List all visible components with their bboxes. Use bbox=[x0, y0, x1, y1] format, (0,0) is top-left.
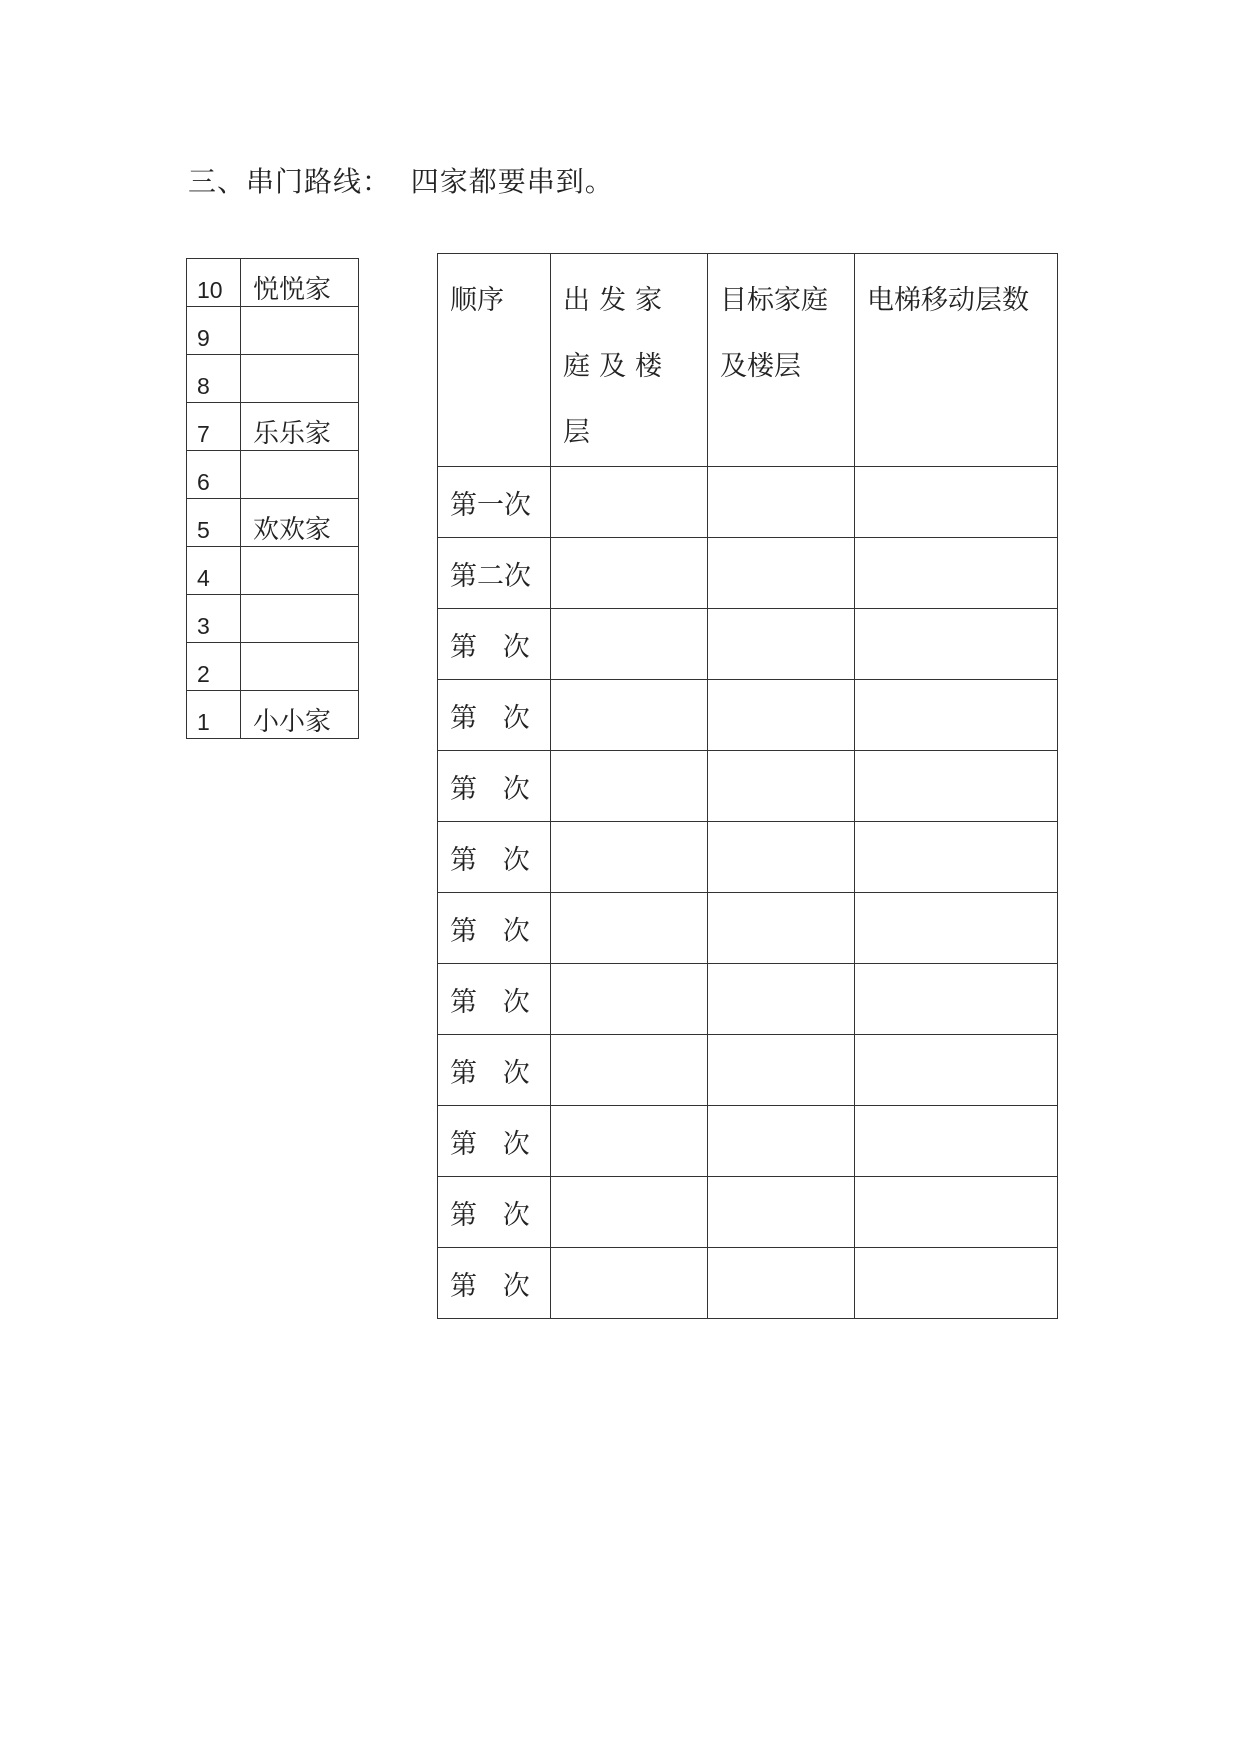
route-order: 第 次 bbox=[438, 1248, 551, 1319]
floor-family bbox=[241, 643, 359, 691]
route-row bbox=[438, 1177, 1058, 1248]
floor-family: 小小家 bbox=[241, 691, 359, 739]
route-order: 第 次 bbox=[438, 1177, 551, 1248]
target-cell[interactable] bbox=[708, 822, 855, 893]
target-cell[interactable] bbox=[708, 538, 855, 609]
floor-family: 悦悦家 bbox=[241, 259, 359, 307]
target-cell[interactable] bbox=[708, 1035, 855, 1106]
floor-family bbox=[241, 355, 359, 403]
floor-family bbox=[241, 595, 359, 643]
floor-row bbox=[187, 403, 359, 451]
header-target: 目标家庭及楼层 bbox=[708, 254, 855, 467]
header-floors-moved: 电梯移动层数 bbox=[855, 254, 1058, 467]
route-row bbox=[438, 822, 1058, 893]
target-cell[interactable] bbox=[708, 467, 855, 538]
route-row bbox=[438, 893, 1058, 964]
route-order: 第 次 bbox=[438, 1035, 551, 1106]
floor-number: 7 bbox=[187, 403, 241, 451]
target-cell[interactable] bbox=[708, 1248, 855, 1319]
floor-number: 4 bbox=[187, 547, 241, 595]
route-order: 第 次 bbox=[438, 1106, 551, 1177]
floor-row bbox=[187, 355, 359, 403]
floor-number: 3 bbox=[187, 595, 241, 643]
route-table bbox=[437, 253, 1058, 1319]
floors-moved-cell[interactable] bbox=[855, 1035, 1058, 1106]
floor-number: 5 bbox=[187, 499, 241, 547]
route-order: 第 次 bbox=[438, 680, 551, 751]
floor-row bbox=[187, 547, 359, 595]
route-row bbox=[438, 538, 1058, 609]
floor-number: 2 bbox=[187, 643, 241, 691]
floor-number: 8 bbox=[187, 355, 241, 403]
floor-number: 6 bbox=[187, 451, 241, 499]
floors-moved-cell[interactable] bbox=[855, 822, 1058, 893]
floor-family bbox=[241, 307, 359, 355]
floor-row bbox=[187, 451, 359, 499]
floors-moved-cell[interactable] bbox=[855, 964, 1058, 1035]
target-cell[interactable] bbox=[708, 893, 855, 964]
floors-moved-cell[interactable] bbox=[855, 538, 1058, 609]
start-cell[interactable] bbox=[551, 964, 708, 1035]
floors-moved-cell[interactable] bbox=[855, 467, 1058, 538]
floor-row bbox=[187, 691, 359, 739]
route-row bbox=[438, 680, 1058, 751]
route-row bbox=[438, 1035, 1058, 1106]
floor-family: 乐乐家 bbox=[241, 403, 359, 451]
floor-number: 9 bbox=[187, 307, 241, 355]
start-cell[interactable] bbox=[551, 467, 708, 538]
target-cell[interactable] bbox=[708, 751, 855, 822]
floor-number: 10 bbox=[187, 259, 241, 307]
route-row bbox=[438, 467, 1058, 538]
target-cell[interactable] bbox=[708, 680, 855, 751]
floor-family bbox=[241, 451, 359, 499]
floor-row bbox=[187, 307, 359, 355]
route-row bbox=[438, 751, 1058, 822]
start-cell[interactable] bbox=[551, 751, 708, 822]
route-order: 第 次 bbox=[438, 751, 551, 822]
floors-moved-cell[interactable] bbox=[855, 893, 1058, 964]
start-cell[interactable] bbox=[551, 609, 708, 680]
route-order: 第一次 bbox=[438, 467, 551, 538]
start-cell[interactable] bbox=[551, 1106, 708, 1177]
route-row bbox=[438, 964, 1058, 1035]
route-row bbox=[438, 609, 1058, 680]
route-order: 第 次 bbox=[438, 822, 551, 893]
floor-row bbox=[187, 259, 359, 307]
floor-number: 1 bbox=[187, 691, 241, 739]
floors-moved-cell[interactable] bbox=[855, 751, 1058, 822]
start-cell[interactable] bbox=[551, 680, 708, 751]
page-title: 三、串门路线： 四家都要串到。 bbox=[188, 165, 614, 198]
floors-moved-cell[interactable] bbox=[855, 1177, 1058, 1248]
target-cell[interactable] bbox=[708, 1106, 855, 1177]
start-cell[interactable] bbox=[551, 1035, 708, 1106]
floor-row bbox=[187, 499, 359, 547]
start-cell[interactable] bbox=[551, 538, 708, 609]
route-order: 第 次 bbox=[438, 609, 551, 680]
target-cell[interactable] bbox=[708, 1177, 855, 1248]
header-start: 出发家庭及楼层 bbox=[551, 254, 708, 467]
route-order: 第 次 bbox=[438, 964, 551, 1035]
floor-table bbox=[186, 258, 359, 739]
route-row bbox=[438, 1106, 1058, 1177]
start-cell[interactable] bbox=[551, 1177, 708, 1248]
floors-moved-cell[interactable] bbox=[855, 1106, 1058, 1177]
floor-row bbox=[187, 595, 359, 643]
start-cell[interactable] bbox=[551, 1248, 708, 1319]
floors-moved-cell[interactable] bbox=[855, 609, 1058, 680]
floor-family: 欢欢家 bbox=[241, 499, 359, 547]
route-row bbox=[438, 1248, 1058, 1319]
floors-moved-cell[interactable] bbox=[855, 680, 1058, 751]
target-cell[interactable] bbox=[708, 609, 855, 680]
target-cell[interactable] bbox=[708, 964, 855, 1035]
start-cell[interactable] bbox=[551, 822, 708, 893]
start-cell[interactable] bbox=[551, 893, 708, 964]
header-order: 顺序 bbox=[438, 254, 551, 467]
floor-family bbox=[241, 547, 359, 595]
floor-row bbox=[187, 643, 359, 691]
route-order: 第 次 bbox=[438, 893, 551, 964]
route-order: 第二次 bbox=[438, 538, 551, 609]
floors-moved-cell[interactable] bbox=[855, 1248, 1058, 1319]
route-table-header bbox=[438, 254, 1058, 467]
